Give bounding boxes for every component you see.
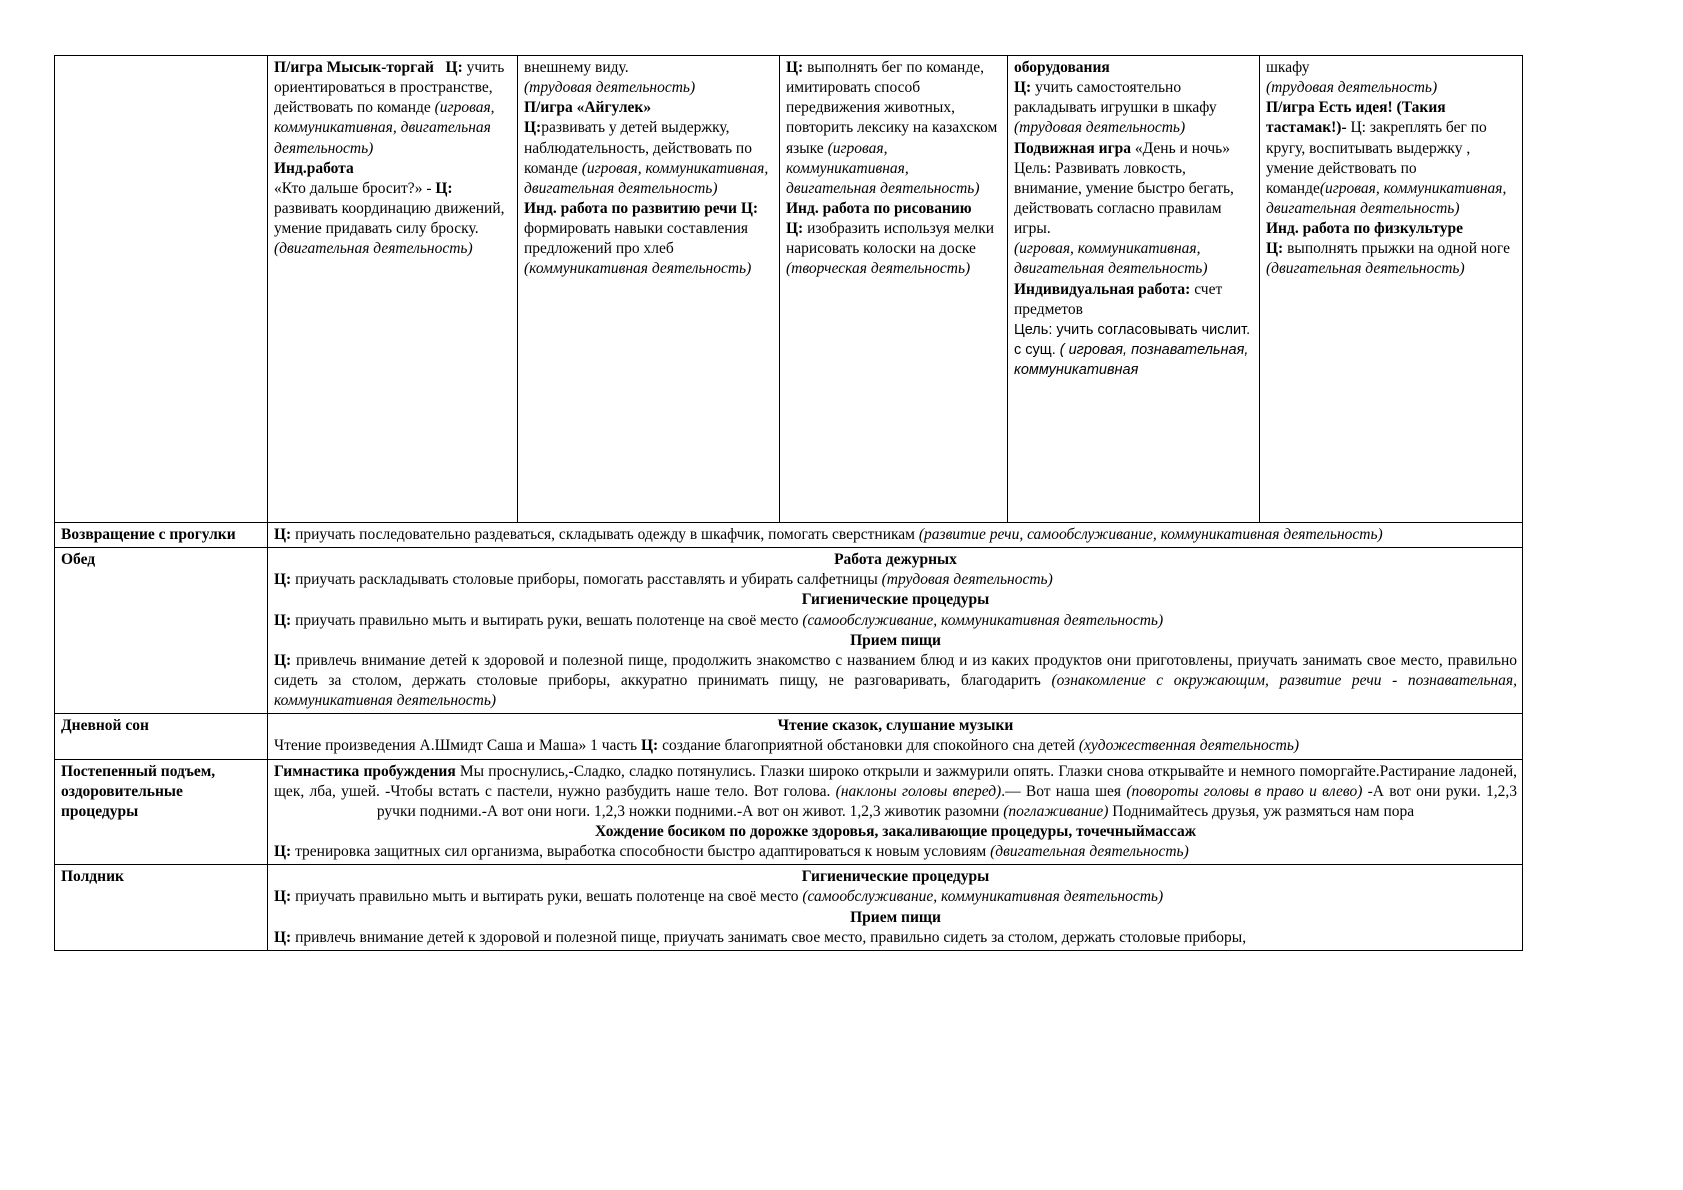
body-text: Поднимайтесь друзья, уж размяться нам пора <box>1108 802 1415 820</box>
ind-work-goal: Цель: учить согласовывать числит. с сущ. <box>1014 321 1251 358</box>
row-label-empty <box>55 56 268 523</box>
activity-types: (двигательная деятельность) <box>990 843 1189 861</box>
game-title: П/игра Есть идея! (Такия тастамак!)- <box>1266 99 1446 137</box>
body-text: приучать последовательно раздеваться, складывать одежду в шкафчик, помогать сверстникам <box>291 526 919 543</box>
row-label: Постепенный подъем, оздоровительные процедуры <box>55 759 268 865</box>
paragraph-pe-work <box>1266 219 1517 279</box>
paragraph-running-goal <box>786 58 1002 199</box>
game-title: П/игра «Айгулек» <box>524 99 652 117</box>
block-paragraph <box>274 651 1517 711</box>
block-paragraph <box>274 762 1517 822</box>
cell-walk-col3 <box>780 56 1008 523</box>
activity-types: (двигательная деятельность) <box>274 240 473 258</box>
table-row-walk-activities <box>55 56 1523 523</box>
body-text: создание благоприятной обстановки для спокойного сна детей <box>658 737 1079 755</box>
paragraph-active-game <box>1014 139 1254 280</box>
paragraph-game-est-ideya <box>1266 98 1517 219</box>
paragraph-individual-work <box>1014 280 1254 381</box>
cell-walk-col5 <box>1260 56 1523 523</box>
activity-types: (игровая, коммуникативная, двигательная деятельность) <box>1266 179 1507 217</box>
speech-work-heading: Инд. работа по развитию речи Ц: <box>524 199 759 217</box>
block-paragraph <box>274 736 1517 756</box>
block-paragraph <box>274 570 1517 590</box>
pe-work-heading: Инд. работа по физкультуре <box>1266 220 1463 238</box>
row-label: Полдник <box>55 865 268 951</box>
goal-marker: Ц: <box>786 59 804 76</box>
activity-types: (художественная деятельность) <box>1078 737 1300 755</box>
row-content <box>268 548 1523 714</box>
appearance-text: внешнему виду. <box>524 59 629 76</box>
activity-types: (самообслуживание, коммуникативная деятельность) <box>802 611 1164 629</box>
activity-types: (двигательная деятельность) <box>1266 260 1465 278</box>
ind-work-heading: Индивидуальная работа: <box>1014 280 1191 298</box>
block-heading: Прием пищи <box>850 908 941 926</box>
body-text: Мы проснулись,-Сладко, сладко потянулись. Глазки широко открыли и зажмурили опять. Глазки снова открывайте и немного поморгайте.Растирание ладоней, щек, лба, ушей. -Чтобы встать с пастели, нужно разбудить наше тело. Вот голова. <box>274 762 1518 800</box>
drawing-work-heading: Инд. работа по рисованию <box>786 199 972 217</box>
block-heading: Хождение босиком по дорожке здоровья, закаливающие процедуры, точечныймассаж <box>594 822 1196 840</box>
activity-types: (коммуникативная деятельность) <box>524 260 752 278</box>
block-paragraph <box>274 611 1517 631</box>
goal-marker: Ц: <box>786 220 804 238</box>
activity-types: (трудовая деятельность) <box>1266 79 1438 97</box>
body-text: привлечь внимание детей к здоровой и полезной пище, приучать занимать свое место, правильно сидеть за столом, держать столовые приборы, <box>291 928 1247 946</box>
emphasis-text: Ц: <box>274 611 292 629</box>
block-heading: Прием пищи <box>850 631 941 649</box>
activity-types: (самообслуживание, коммуникативная деятельность) <box>802 888 1164 906</box>
activity-types: (повороты головы в право и влево) <box>1126 782 1363 800</box>
paragraph-appearance <box>524 58 774 98</box>
emphasis-text: Гимнастика пробуждения <box>274 762 456 780</box>
goal-text: выполнять бег по команде, имитировать способ передвижения животных, повторить лексику на казахском языке <box>786 59 998 157</box>
body-text: Чтение произведения А.Шмидт Саша и Маша» 1 часть <box>274 737 641 755</box>
row-label: Возвращение с прогулки <box>55 523 268 548</box>
cell-walk-col2 <box>518 56 780 523</box>
activity-types: (наклоны головы вперед) <box>835 782 1002 800</box>
body-text: приучать раскладывать столовые приборы, помогать расставлять и убирать салфетницы <box>291 571 882 589</box>
block-paragraph <box>274 842 1517 862</box>
ind-work-topic: счет предметов <box>1014 280 1223 318</box>
activity-types: (развитие речи, самообслуживание, коммуникативная деятельность) <box>918 526 1383 543</box>
body-text: приучать правильно мыть и вытирать руки, вешать полотенце на своё место <box>291 888 803 906</box>
game-title: П/игра Мысык-торгай <box>274 59 434 76</box>
body-text: тренировка защитных сил организма, выработка способности быстро адаптироваться к новым условиям <box>291 843 991 861</box>
activity-types: (игровая, коммуникативная, двигательная деятельность) <box>1014 240 1208 278</box>
schedule-table <box>54 55 1523 951</box>
emphasis-text: Ц: <box>274 526 292 543</box>
emphasis-text: Ц: <box>274 928 292 946</box>
table-row <box>55 714 1523 759</box>
ind-work-heading: Инд.работа <box>274 159 354 177</box>
paragraph-throw-game <box>274 179 512 260</box>
paragraph-speech-work <box>524 199 774 280</box>
block-paragraph <box>274 887 1517 907</box>
goal-marker: Ц: <box>445 59 463 76</box>
emphasis-text: Ц: <box>274 651 292 669</box>
table-row <box>55 548 1523 714</box>
goal-marker: Ц: <box>1266 240 1284 258</box>
activity-types: ( игровая, познавательная, коммуникативная <box>1014 341 1249 379</box>
table-row <box>55 865 1523 951</box>
paragraph-wardrobe <box>1266 58 1517 98</box>
throw-game-title: «Кто дальше бросит?» - <box>274 179 436 197</box>
block-paragraph <box>274 928 1517 948</box>
activity-types: (трудовая деятельность) <box>881 571 1053 589</box>
table-body <box>55 56 1523 951</box>
table-row <box>55 759 1523 865</box>
game-goal: Ц: закреплять бег по кругу, воспитывать выдержку , умение действовать по команде <box>1266 119 1487 197</box>
block-heading: Гигиенические процедуры <box>801 591 990 609</box>
paragraph-individual-work <box>274 159 512 179</box>
goal-marker: Ц: <box>435 179 453 197</box>
row-content <box>268 523 1523 548</box>
paragraph-equipment <box>1014 58 1254 139</box>
activity-types: (трудовая деятельность) <box>524 79 696 97</box>
activity-types: (поглаживание) <box>1003 802 1109 820</box>
block-heading: Чтение сказок, слушание музыки <box>777 717 1014 735</box>
activity-types: (трудовая деятельность) <box>1014 119 1186 137</box>
goal-marker: Ц: <box>524 119 542 137</box>
goal-text: учить самостоятельно ракладывать игрушки в шкафу <box>1014 79 1217 117</box>
paragraph-game-mysyk-torgai <box>274 58 512 159</box>
emphasis-text: Ц: <box>274 571 292 589</box>
drawing-goal-text: изобразить используя мелки нарисовать колоски на доске <box>786 220 995 258</box>
speech-work-text: формировать навыки составления предложений про хлеб <box>524 220 749 258</box>
cell-walk-col1 <box>268 56 518 523</box>
table-row <box>55 523 1523 548</box>
active-game-title: «День и ночь» <box>1131 139 1230 157</box>
body-text: привлечь внимание детей к здоровой и полезной пище, продолжить знакомство с названием блюд и из каких продуктов они приготовлены, приучать занимать свое место, правильно сидеть за столом, держать столовые приборы, аккуратно принимать пищу, не разговаривать, благодарить <box>274 651 1517 689</box>
goal-text: развивать у детей выдержку, наблюдательность, действовать по команде <box>524 119 752 177</box>
body-text: .— Вот наша шея <box>1001 782 1127 800</box>
activity-types: (ознакомление с окружающим, развитие речи - познавательная, коммуникативная деятельность) <box>274 671 1517 710</box>
goal-marker: Ц: <box>1014 79 1032 97</box>
goal-text: учить ориентироваться в пространстве, действовать по команде <box>274 59 505 117</box>
activity-types: (игровая, коммуникативная, двигательная деятельность) <box>524 159 769 197</box>
activity-types: (игровая, коммуникативная, двигательная деятельность) <box>274 99 495 157</box>
block-heading: Гигиенические процедуры <box>801 868 990 886</box>
row-content <box>268 865 1523 951</box>
wardrobe-text: шкафу <box>1266 59 1310 76</box>
row-label: Обед <box>55 548 268 714</box>
block-heading: Работа дежурных <box>834 551 957 569</box>
body-text: приучать правильно мыть и вытирать руки, вешать полотенце на своё место <box>291 611 803 629</box>
spacer <box>438 59 446 76</box>
paragraph-game-aigulek <box>524 98 774 199</box>
body-text: -А вот они руки. 1,2,3 ручки подними.-А вот они ноги. 1,2,3 ножки подними.-А вот он живот. 1,2,3 животик разомни <box>376 782 1517 820</box>
pe-goal-text: выполнять прыжки на одной ноге <box>1283 240 1510 258</box>
row-content <box>268 759 1523 865</box>
activity-types: (творческая деятельность) <box>786 260 971 278</box>
active-game-goal: Цель: Развивать ловкость, внимание, умение быстро бегать, действовать согласно правилам игры. <box>1014 159 1234 238</box>
block-paragraph <box>274 525 1517 545</box>
emphasis-text: Ц: <box>640 737 659 755</box>
active-game-heading: Подвижная игра <box>1014 139 1132 157</box>
paragraph-drawing-work <box>786 199 1002 280</box>
emphasis-text: Ц: <box>274 843 292 861</box>
throw-game-goal: развивать координацию движений, умение придавать силу броску. <box>274 199 505 238</box>
row-label: Дневной сон <box>55 714 268 759</box>
emphasis-text: Ц: <box>274 888 292 906</box>
activity-types: (игровая, коммуникативная, двигательная деятельность) <box>786 139 980 197</box>
row-content <box>268 714 1523 759</box>
equipment-heading: оборудования <box>1014 59 1110 76</box>
cell-walk-col4 <box>1008 56 1260 523</box>
